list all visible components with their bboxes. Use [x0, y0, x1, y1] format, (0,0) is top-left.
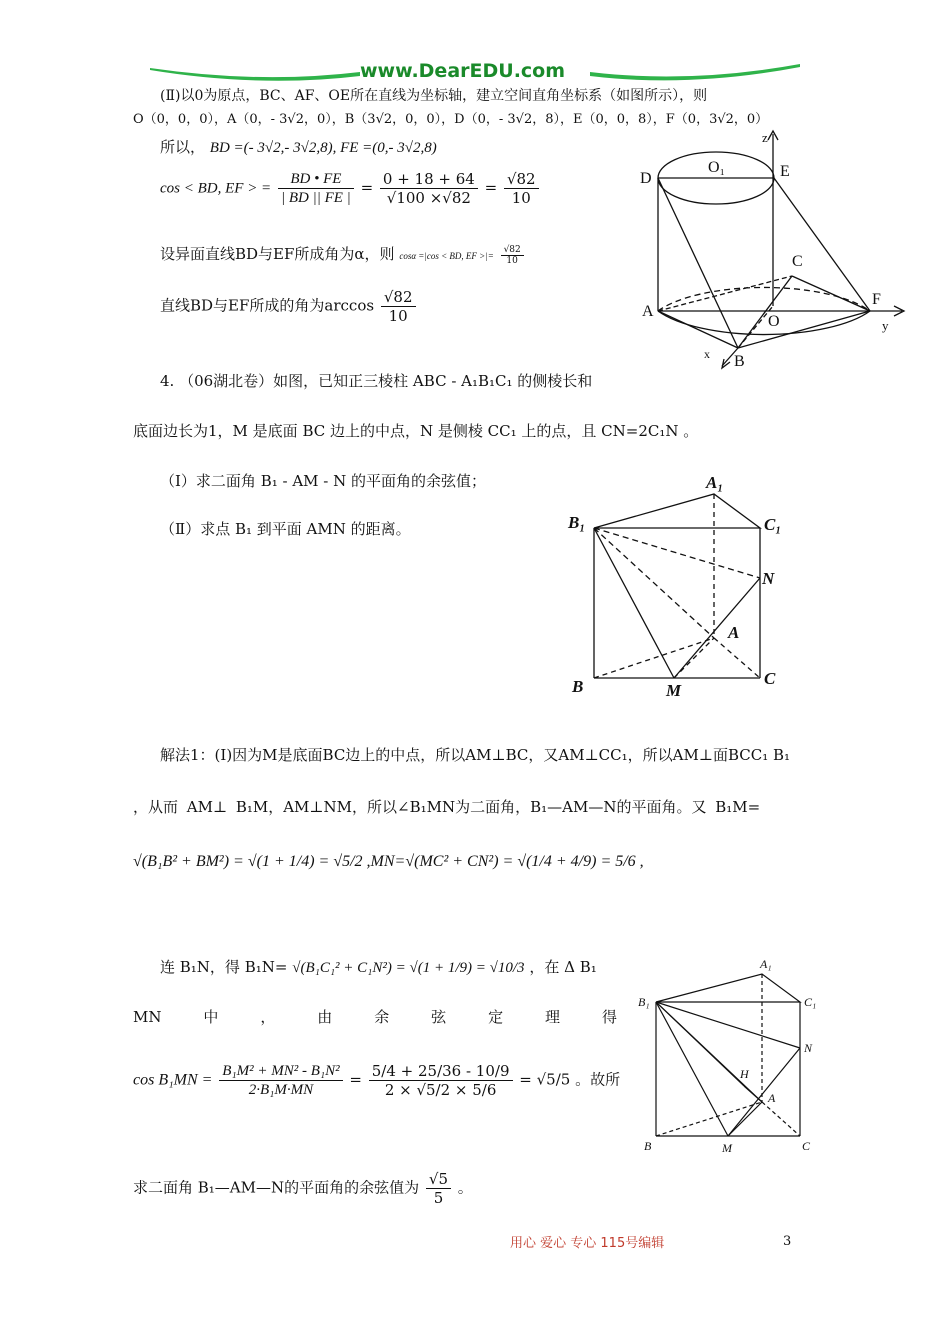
angle-frac	[501, 245, 524, 266]
line4-math: √(B₁C₁² + C₁N²) = √(1 + 1/9) = √10/3	[292, 960, 525, 976]
line5-word: 中	[203, 1008, 219, 1026]
fig2-label-M: M	[666, 681, 682, 700]
fig1-label-D: D	[640, 170, 652, 187]
line5-word: 得	[601, 1008, 617, 1026]
angle-frac-den: 10	[506, 255, 518, 266]
fig1-label-z: z	[762, 130, 768, 145]
fig1-label-B: B	[734, 353, 745, 370]
result-prefix: 直线BD与EF所成的角为arccos	[160, 296, 375, 315]
line3-part-c: ,MN=√(MC² + CN²) =	[366, 853, 514, 870]
fig3-label-M: M	[722, 1141, 732, 1154]
footer-slogan: 用心 爱心 专心 115号编辑	[510, 1236, 665, 1251]
cos-lhs: cos < BD, EF > =	[160, 180, 272, 197]
problem4-line1: 4. （06湖北卷）如图，已知正三棱柱 ABC - A₁B₁C₁ 的侧棱长和	[160, 372, 593, 390]
fig3-label-B1: B₁	[638, 995, 650, 1009]
line5-word: 弦	[431, 1008, 447, 1026]
fig3-label-H: H	[740, 1067, 749, 1081]
angle-line	[160, 244, 526, 266]
line5-word: 余	[374, 1008, 390, 1026]
line5-word: 定	[488, 1008, 504, 1026]
line5-word: MN	[133, 1008, 162, 1026]
final-frac	[426, 1170, 451, 1207]
cos-frac-1	[278, 170, 354, 207]
figure-cylinder	[630, 126, 910, 376]
line5-word: 理	[545, 1008, 561, 1026]
solution-line1: 解法1：(Ⅰ)因为M是底面BC边上的中点，所以AM⊥BC，又AM⊥CC₁，所以AM⊥面BCC₁ B₁	[160, 746, 791, 764]
line5-word: ，	[260, 1008, 276, 1026]
site-brand[interactable]: www.DearEDU.com	[360, 60, 566, 82]
cos-law-result: = √5/5	[519, 1070, 571, 1089]
cos-frac-1-num: BD • FE	[278, 170, 354, 189]
cos-law-frac-2	[369, 1062, 513, 1099]
result-frac-num: √82	[381, 288, 416, 307]
fig2-label-C: C	[764, 669, 776, 688]
cos-law-frac	[219, 1062, 342, 1099]
cos-frac-2-num: 0 + 18 + 64	[380, 170, 478, 189]
solution-line5	[133, 1007, 617, 1027]
fig2-label-A1: A₁	[706, 473, 724, 492]
fig3-label-A: A	[768, 1091, 776, 1105]
fig2-label-N: N	[762, 569, 775, 588]
final-prefix: 求二面角 B₁—AM—N的平面角的余弦值为	[133, 1178, 420, 1197]
cos-law-frac-num: B₁M² + MN² - B₁N²	[219, 1062, 342, 1081]
problem4-line2: 底面边长为1，M 是底面 BC 边上的中点，N 是侧棱 CC₁ 上的点，且 CN=2C₁N 。	[133, 422, 699, 440]
solution-line2: ，从而 AM⊥ B₁M，AM⊥NM，所以∠B₁MN为二面角，B₁—AM—N的平面角。又 B₁M=	[133, 798, 761, 816]
section2-line2: O（0，0，0），A（0，- 3√2，0），B（3√2，0，0），D（0，- 3√2，8），E（0，0，8），F（0，3√2，0）	[133, 112, 769, 127]
fig1-label-F: F	[872, 291, 881, 308]
fig1-label-x: x	[704, 347, 710, 361]
problem4-q1: （Ⅰ）求二面角 B₁ - AM - N 的平面角的余弦值；	[160, 472, 487, 490]
figure-prism	[562, 466, 792, 706]
cos-frac-3-num: √82	[504, 170, 539, 189]
result-frac	[381, 288, 416, 325]
fig1-label-O1: O₁	[708, 159, 726, 176]
fig3-label-C: C	[802, 1139, 811, 1153]
page-number: 3	[783, 1234, 792, 1249]
fig2-label-B: B	[572, 677, 584, 696]
angle-line-math: cosα =|cos < BD, EF >|=	[399, 251, 494, 261]
fig3-label-N: N	[804, 1041, 813, 1055]
line3-part-b: √(1 + 1/4) = √5/2	[247, 853, 363, 870]
line3-part-a: √(B₁B² + BM²) =	[133, 853, 244, 870]
final-frac-num: √5	[426, 1170, 451, 1189]
result-line	[160, 288, 418, 325]
fig1-label-O: O	[768, 313, 780, 330]
fig3-label-A1: A₁	[760, 957, 772, 971]
fig2-label-B1: B₁	[568, 513, 586, 532]
fig2-label-A: A	[728, 623, 740, 642]
final-answer-line: 求二面角 B₁—AM—N的平面角的余弦值为 $\frac{√5}{5}$ 。	[133, 1170, 473, 1207]
line3-part-d: √(1/4 + 4/9) = 5/6 ,	[517, 853, 644, 870]
line3-prefix: 所以，	[160, 138, 206, 156]
section2-line1: (Ⅱ)以0为原点，BC、AF、OE所在直线为坐标轴，建立空间直角坐标系（如图所示），则	[160, 88, 708, 104]
cos-law-formula: cos B₁MN = $\frac{\text{B₁M² + MN² - B₁N²}}{\text{2·B₁M·MN}}$ = $\frac{5/4 + 25/36 - 10/9}{2 \times √5/2 \times 5/6}$ = √5/5 。故所	[133, 1062, 621, 1099]
cos-frac-2	[380, 170, 478, 207]
fig3-label-C1: C₁	[804, 995, 817, 1009]
line4-suffix: ，在 Δ B₁	[529, 958, 597, 976]
problem4-q2: （Ⅱ）求点 B₁ 到平面 AMN 的距离。	[160, 520, 411, 538]
cos-law-suffix: 。故所	[575, 1070, 621, 1089]
fig3-label-B: B	[644, 1139, 652, 1153]
cos-law-lhs: cos B₁MN =	[133, 1071, 213, 1089]
line4-prefix: 连 B₁N，得 B₁N=	[160, 958, 288, 976]
solution-line3	[133, 852, 644, 872]
fig1-label-C: C	[792, 253, 803, 270]
vector-expression: BD =(- 3√2,- 3√2,8), FE =(0,- 3√2,8)	[209, 140, 437, 156]
line5-word: 由	[317, 1008, 333, 1026]
cos-law-frac-2-num: 5/4 + 25/36 - 10/9	[369, 1062, 513, 1081]
fig1-label-y: y	[882, 318, 889, 333]
cos-frac-3	[504, 170, 539, 207]
angle-frac-num: √82	[501, 245, 524, 256]
final-frac-den: 5	[433, 1189, 444, 1207]
solution-line4	[160, 957, 597, 978]
fig1-label-A: A	[642, 303, 654, 320]
cos-law-frac-2-den: 2 × √5/2 × 5/6	[384, 1081, 497, 1099]
cos-formula-1: cos < BD, EF > = $\frac{BD • FE}{| BD || FE |}$ = $\frac{0 + 18 + 64}{√100 \times√82}$ = $\frac{√82}{10}$	[160, 170, 541, 207]
result-frac-den: 10	[388, 307, 408, 325]
figure-prism-h	[632, 954, 832, 1154]
fig2-label-C1: C₁	[764, 515, 782, 534]
cos-law-frac-den: 2·B₁M·MN	[248, 1082, 314, 1098]
section2-line3	[160, 137, 437, 158]
cos-frac-2-den: √100 ×√82	[386, 189, 471, 207]
angle-line-prefix: 设异面直线BD与EF所成角为α，则	[160, 245, 395, 263]
page-header	[150, 58, 800, 86]
cos-frac-1-den: | BD || FE |	[280, 190, 351, 206]
fig1-label-E: E	[780, 163, 790, 180]
cos-frac-3-den: 10	[511, 189, 531, 207]
